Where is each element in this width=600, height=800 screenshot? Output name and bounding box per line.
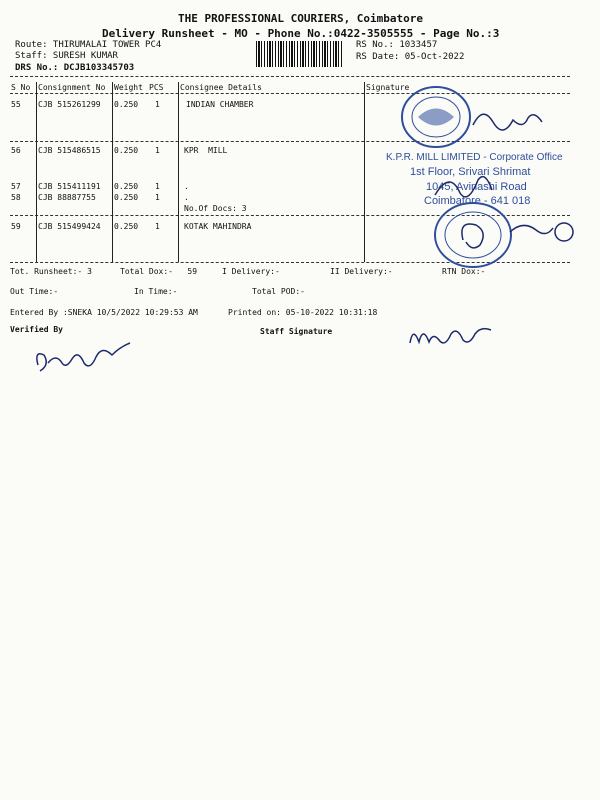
ii-delivery: II Delivery:- <box>330 267 393 276</box>
printed-on: Printed on: 05-10-2022 10:31:18 <box>228 308 378 317</box>
company-title: THE PROFESSIONAL COURIERS, Coimbatore <box>178 12 424 25</box>
table-row-sno: 56 <box>11 146 21 155</box>
column-divider <box>112 82 113 262</box>
total-dox: Total Dox:- 59 <box>120 267 198 276</box>
table-row-consignee: INDIAN CHAMBER <box>186 100 254 109</box>
table-row-consignment: CJB 88887755 <box>38 193 96 202</box>
total-pod: Total POD:- <box>252 287 305 296</box>
entered-by: Entered By :SNEKA 10/5/2022 10:29:53 AM <box>10 308 198 317</box>
header-rule <box>10 93 570 94</box>
i-delivery: I Delivery:- <box>222 267 280 276</box>
table-row-consignment: CJB 515261299 <box>38 100 101 109</box>
table-row-sno: 59 <box>11 222 21 231</box>
staff-signature <box>405 318 500 358</box>
table-row-consignment: CJB 515499424 <box>38 222 101 231</box>
no-of-docs: No.Of Docs: 3 <box>184 204 247 213</box>
handwritten-signature <box>468 100 548 140</box>
table-row-pcs: 1 <box>155 100 160 109</box>
col-header-signature: Signature <box>366 83 410 92</box>
col-header-consignee: Consignee Details <box>180 83 262 92</box>
col-header-consignment: Consignment No <box>38 83 106 92</box>
row-rule <box>10 141 570 142</box>
rtn-dox: RTN Dox:- <box>442 267 486 276</box>
kpr-stamp-line1: K.P.R. MILL LIMITED - Corporate Office <box>386 152 563 163</box>
barcode <box>256 41 342 67</box>
table-row-weight: 0.250 <box>114 100 139 109</box>
table-row-weight: 0.250 <box>114 193 139 202</box>
kotak-seal <box>428 200 578 270</box>
column-divider <box>36 82 37 262</box>
table-row-sno: 55 <box>11 100 21 109</box>
table-row-sno: 58 <box>11 193 21 202</box>
out-time: Out Time:- <box>10 287 59 296</box>
table-row-consignee: KOTAK MAHINDRA <box>184 222 252 231</box>
col-header-weight: Weight <box>114 83 143 92</box>
staff-label: Staff: SURESH KUMAR <box>15 51 118 61</box>
table-row-pcs: 1 <box>155 146 160 155</box>
table-row-weight: 0.250 <box>114 222 139 231</box>
table-row-pcs: 1 <box>155 182 160 191</box>
verifier-signature <box>30 335 140 380</box>
table-row-consignee: KPR MILL <box>184 146 228 155</box>
kpr-stamp-line2: 1st Floor, Srivari Shrimat <box>410 166 531 178</box>
table-row-pcs: 1 <box>155 222 160 231</box>
table-row-consignment: CJB 515486515 <box>38 146 101 155</box>
runsheet-subtitle: Delivery Runsheet - MO - Phone No.:0422-3505555 - Page No.:3 <box>102 27 500 40</box>
column-divider <box>178 82 179 262</box>
table-row-weight: 0.250 <box>114 146 139 155</box>
kpr-stamp-line4: Coimbatore - 641 018 <box>424 195 531 207</box>
col-header-pcs: PCS <box>149 83 164 92</box>
table-row-consignee: . <box>184 193 189 202</box>
column-divider <box>364 82 365 262</box>
rs-date: RS Date: 05-Oct-2022 <box>356 52 465 62</box>
kpr-stamp-line3: 1045, Avinashi Road <box>426 181 527 193</box>
in-time: In Time:- <box>134 287 178 296</box>
table-row-consignee: . <box>184 182 189 191</box>
table-row-pcs: 1 <box>155 193 160 202</box>
table-top-rule <box>10 76 570 77</box>
rs-number: RS No.: 1033457 <box>356 40 438 50</box>
col-header-sno: S No <box>11 83 31 92</box>
table-row-sno: 57 <box>11 182 21 191</box>
staff-signature-label: Staff Signature <box>260 327 333 336</box>
table-row-consignment: CJB 515411191 <box>38 182 101 191</box>
drs-label: DRS No.: DCJB103345703 <box>15 63 135 73</box>
route-label: Route: THIRUMALAI TOWER PC4 <box>15 40 162 50</box>
table-row-weight: 0.250 <box>114 182 139 191</box>
tot-runsheet: Tot. Runsheet:- 3 <box>10 267 92 276</box>
verified-by: Verified By <box>10 325 63 334</box>
